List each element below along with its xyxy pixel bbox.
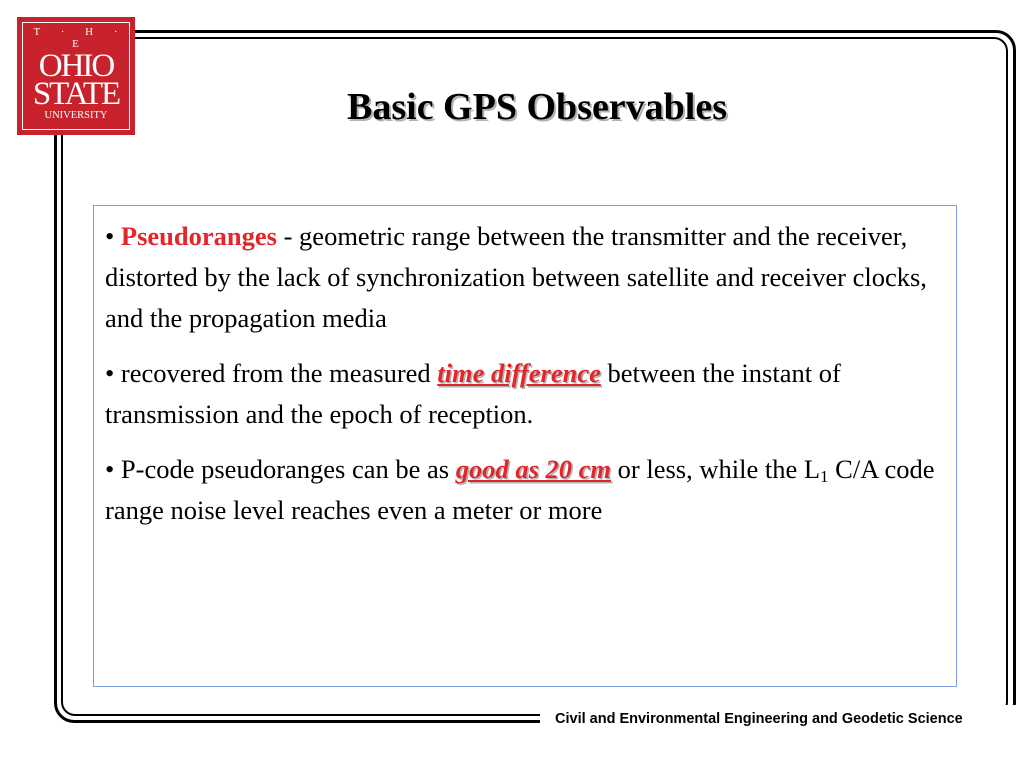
bullet-text-before: recovered from the measured bbox=[120, 358, 438, 388]
bullet-pcode bbox=[105, 449, 946, 531]
osu-logo bbox=[17, 17, 135, 135]
bullet-marker: • bbox=[105, 221, 115, 251]
subscript-1: 1 bbox=[820, 467, 829, 486]
logo-university-text: UNIVERSITY bbox=[44, 110, 108, 121]
bullet-text: - geometric range between the transmitter and the receiver, distorted by the lack of synchronization between satellite and receiver clocks, and the propagation media bbox=[105, 221, 927, 333]
bullet-text-after: C/A code range noise level reaches even a meter or more bbox=[105, 454, 935, 525]
highlight-time-difference: time difference bbox=[437, 358, 601, 388]
slide-footer: Civil and Environmental Engineering and Geodetic Science bbox=[555, 711, 963, 727]
bullet-text-after: between the instant of transmission and the epoch of reception. bbox=[105, 358, 841, 429]
slide-title: Basic GPS Observables bbox=[347, 86, 728, 128]
highlight-good-as-20cm: good as 20 cm bbox=[455, 454, 612, 484]
term-pseudoranges: Pseudoranges bbox=[120, 221, 277, 251]
osu-logo-frame bbox=[22, 22, 130, 130]
bullet-text-before: P-code pseudoranges can be as bbox=[120, 454, 456, 484]
content-box bbox=[93, 205, 957, 687]
bullet-text-middle: or less, while the L bbox=[611, 454, 821, 484]
logo-the-text: T · H · E bbox=[33, 26, 127, 50]
logo-ohio-text: OHIO bbox=[38, 48, 114, 84]
bullet-pseudoranges bbox=[105, 216, 946, 339]
logo-state-text: STATE bbox=[32, 76, 120, 112]
bullet-recovered bbox=[105, 353, 946, 435]
bullet-marker: • bbox=[105, 358, 115, 388]
bullet-marker: • bbox=[105, 454, 115, 484]
